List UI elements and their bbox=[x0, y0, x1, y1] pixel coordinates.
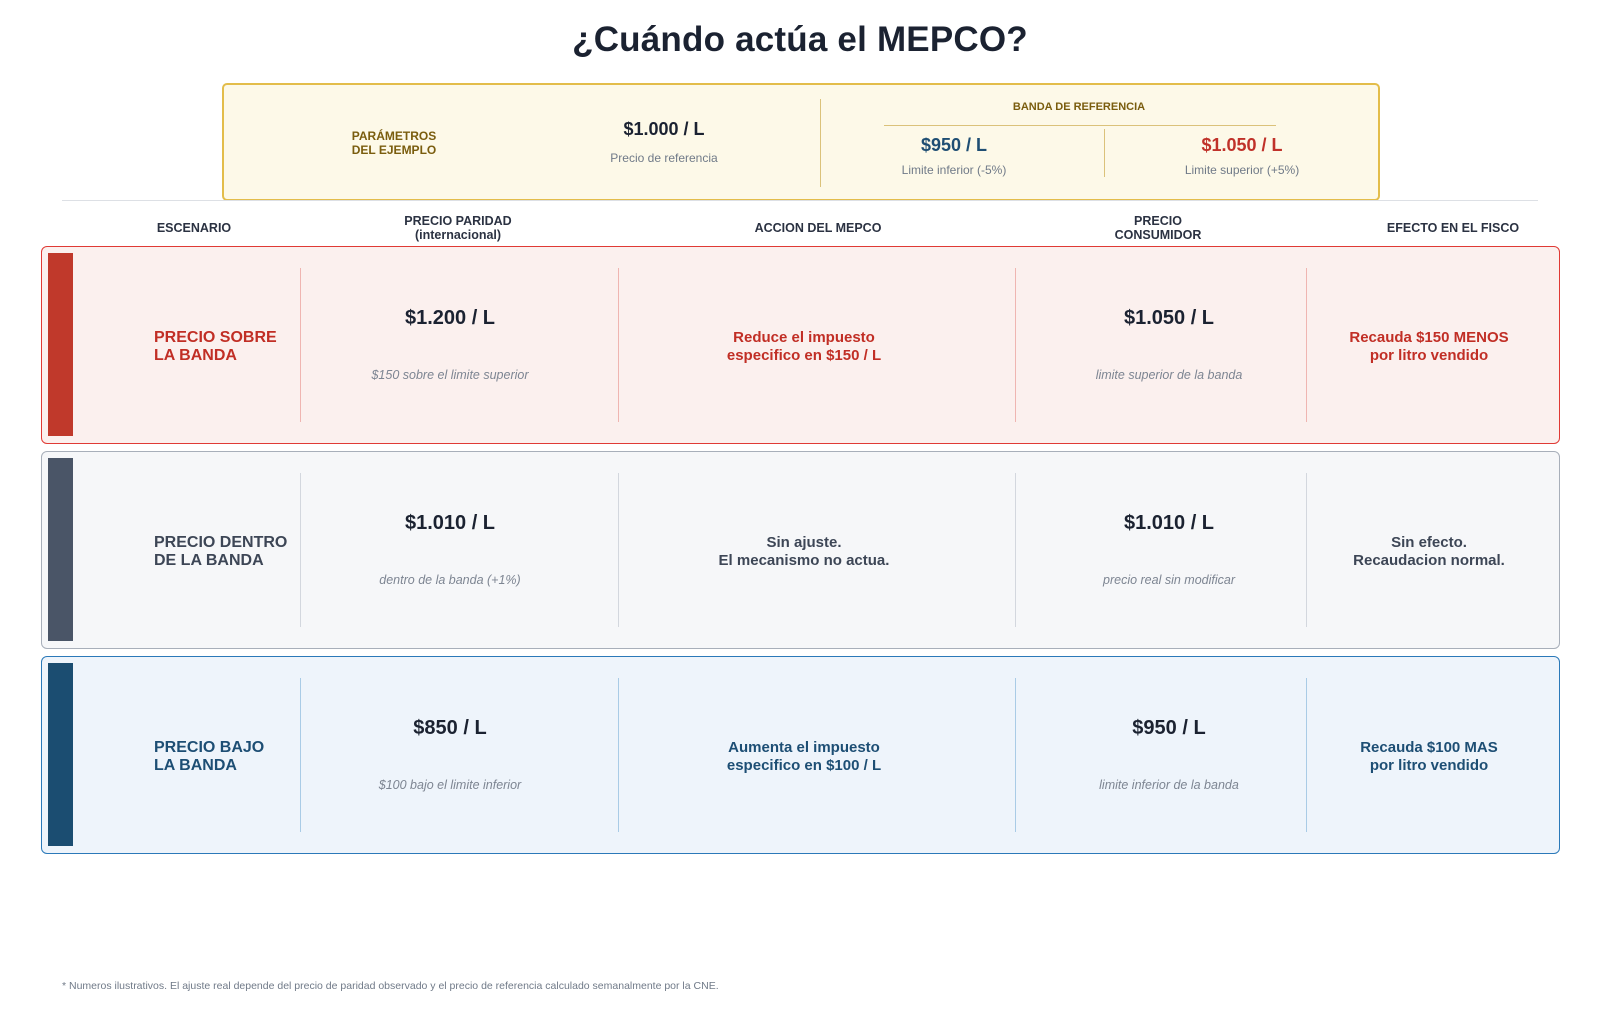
scenario-row-below-band bbox=[41, 656, 1560, 854]
fiscal-effect-line2: por litro vendido bbox=[1369, 347, 1489, 364]
mepco-action-line2: El mecanismo no actua. bbox=[718, 552, 890, 569]
consumer-price-value: $1.010 / L bbox=[1123, 512, 1215, 534]
band-title-underline bbox=[884, 125, 1276, 126]
column-header-paridad-line2: (internacional) bbox=[414, 228, 502, 242]
upper-limit-value: $1.050 / L bbox=[1201, 135, 1283, 155]
parity-price-note: $150 sobre el limite superior bbox=[371, 368, 529, 382]
scenario-row-within-band bbox=[41, 451, 1560, 649]
mepco-action-line1: Aumenta el impuesto bbox=[728, 739, 880, 756]
scenario-color-bar bbox=[48, 663, 73, 846]
fiscal-effect-line2: Recaudacion normal. bbox=[1353, 552, 1505, 569]
scenario-label-line1: PRECIO SOBRE bbox=[154, 329, 277, 346]
column-header-fisco: EFECTO EN EL FISCO bbox=[1386, 221, 1520, 235]
fiscal-effect-line2: por litro vendido bbox=[1369, 757, 1489, 774]
column-divider bbox=[300, 268, 301, 422]
column-header-consumidor bbox=[1058, 214, 1258, 242]
column-header-consumidor-line2: CONSUMIDOR bbox=[1114, 228, 1202, 242]
scenario-label-line2: LA BANDA bbox=[154, 347, 237, 364]
scenario-label bbox=[154, 739, 304, 775]
consumer-price-note: limite superior de la banda bbox=[1095, 368, 1243, 382]
header-separator bbox=[62, 200, 1538, 201]
scenario-label-line1: PRECIO BAJO bbox=[154, 739, 265, 756]
column-header-accion: ACCION DEL MEPCO bbox=[754, 221, 882, 235]
fiscal-effect bbox=[1304, 739, 1554, 775]
parity-price-value: $850 / L bbox=[413, 717, 487, 739]
band-title: BANDA DE REFERENCIA bbox=[1012, 101, 1146, 113]
consumer-price-note: precio real sin modificar bbox=[1103, 573, 1235, 587]
column-header-consumidor-line1: PRECIO bbox=[1134, 214, 1182, 228]
scenario-label-line1: PRECIO DENTRO bbox=[154, 534, 288, 551]
mepco-action bbox=[619, 329, 989, 365]
mepco-action-line2: especifico en $100 / L bbox=[726, 757, 882, 774]
upper-limit-label: Limite superior (+5%) bbox=[1184, 163, 1300, 177]
column-divider bbox=[1015, 268, 1016, 422]
scenario-label bbox=[154, 534, 304, 570]
mepco-action-line1: Reduce el impuesto bbox=[733, 329, 875, 346]
reference-price-label: Precio de referencia bbox=[610, 151, 718, 165]
parameters-label-line2: DEL EJEMPLO bbox=[351, 143, 437, 157]
scenario-row-above-band bbox=[41, 246, 1560, 444]
reference-price-value: $1.000 / L bbox=[623, 119, 705, 139]
mepco-action-line2: especifico en $150 / L bbox=[726, 347, 882, 364]
fiscal-effect bbox=[1304, 329, 1554, 365]
fiscal-effect bbox=[1304, 534, 1554, 570]
column-header-paridad-line1: PRECIO PARIDAD bbox=[404, 214, 512, 228]
consumer-price-value: $1.050 / L bbox=[1123, 307, 1215, 329]
parity-price-value: $1.010 / L bbox=[404, 512, 496, 534]
parameters-divider bbox=[820, 99, 821, 187]
parity-price-note: dentro de la banda (+1%) bbox=[379, 573, 521, 587]
mepco-action bbox=[619, 534, 989, 570]
mepco-action bbox=[619, 739, 989, 775]
footnote: * Numeros ilustrativos. El ajuste real depende del precio de paridad observado y el precio de referencia calculado semanalmente por la CNE. bbox=[62, 980, 719, 992]
parameters-panel bbox=[222, 83, 1380, 201]
mepco-action-line1: Sin ajuste. bbox=[766, 534, 842, 551]
parameters-label bbox=[324, 129, 464, 157]
lower-limit-value: $950 / L bbox=[920, 135, 988, 155]
scenario-label bbox=[154, 329, 304, 365]
fiscal-effect-line1: Sin efecto. bbox=[1391, 534, 1467, 551]
page-title: ¿Cuándo actúa el MEPCO? bbox=[572, 20, 1028, 59]
column-divider bbox=[1015, 473, 1016, 627]
column-header-paridad bbox=[358, 214, 558, 242]
parity-price-value: $1.200 / L bbox=[404, 307, 496, 329]
column-divider bbox=[1015, 678, 1016, 832]
scenario-label-line2: LA BANDA bbox=[154, 757, 237, 774]
scenario-color-bar bbox=[48, 458, 73, 641]
lower-limit-label: Limite inferior (-5%) bbox=[901, 163, 1007, 177]
consumer-price-note: limite inferior de la banda bbox=[1099, 778, 1239, 792]
fiscal-effect-line1: Recauda $100 MAS bbox=[1360, 739, 1498, 756]
column-divider bbox=[300, 473, 301, 627]
fiscal-effect-line1: Recauda $150 MENOS bbox=[1349, 329, 1509, 346]
parity-price-note: $100 bajo el limite inferior bbox=[378, 778, 522, 792]
parameters-label-line1: PARÁMETROS bbox=[351, 129, 437, 143]
scenario-label-line2: DE LA BANDA bbox=[154, 552, 264, 569]
column-header-escenario: ESCENARIO bbox=[156, 221, 232, 235]
consumer-price-value: $950 / L bbox=[1132, 717, 1206, 739]
column-divider bbox=[300, 678, 301, 832]
band-divider bbox=[1104, 129, 1105, 177]
scenario-color-bar bbox=[48, 253, 73, 436]
